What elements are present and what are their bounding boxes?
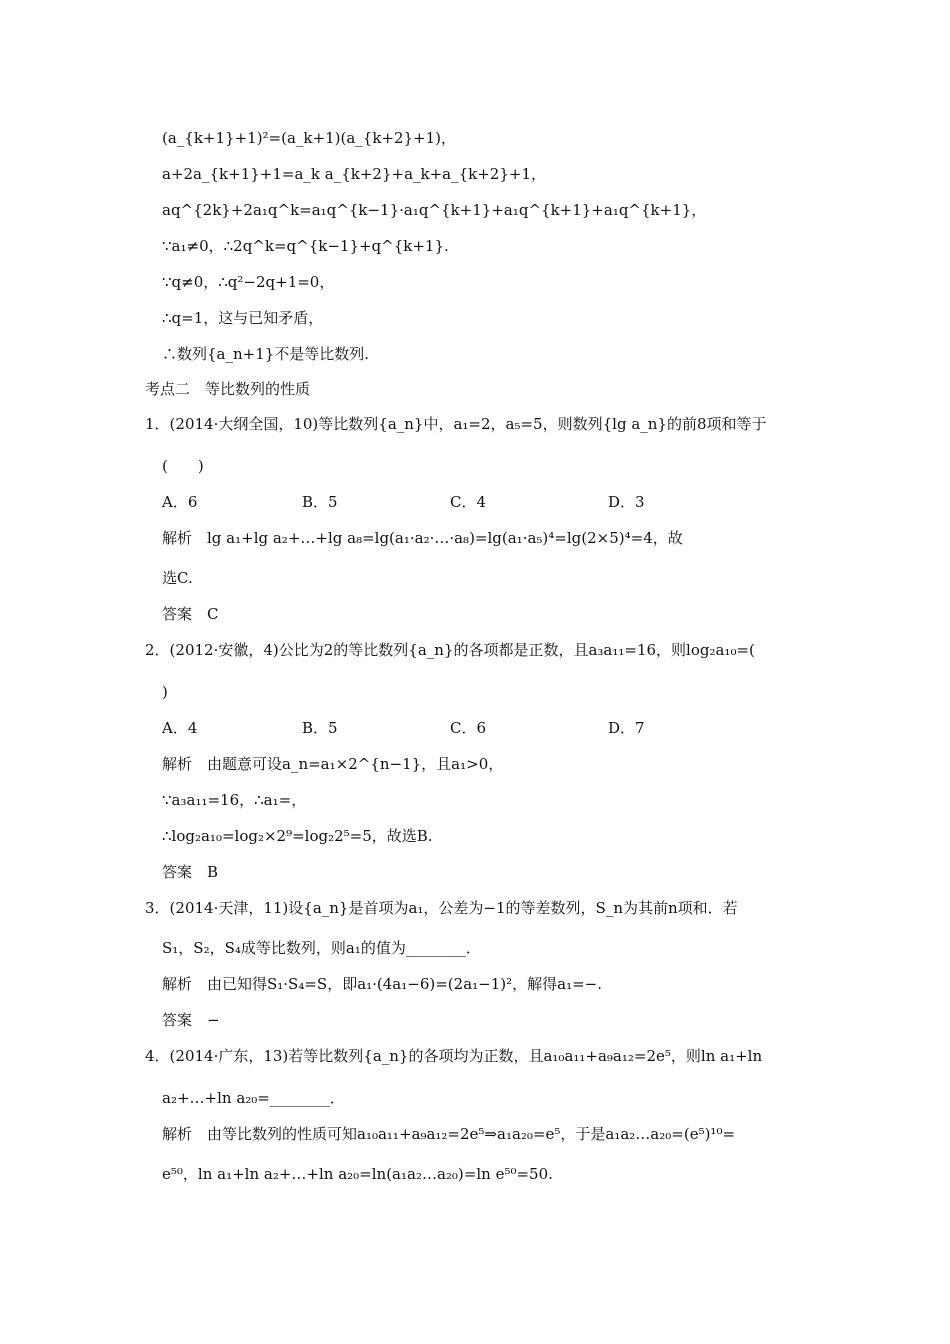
proof-line-3: aq^{2k}+2a₁q^k=a₁q^{k−1}·a₁q^{k+1}+a₁q^{k+1}+a₁q^{k+1}， — [162, 201, 707, 219]
proof-line-2: a+2a_{k+1}+1=a_k a_{k+2}+a_k+a_{k+2}+1， — [162, 165, 547, 183]
q2-stem: 2．(2012·安徽，4)公比为2的等比数列{a_n}的各项都是正数，且a₃a₁₁=16，则log₂a₁₀=( — [145, 641, 755, 659]
q1-option-d: D．3 — [608, 493, 645, 511]
proof-line-4: ∵a₁≠0，∴2q^k=q^{k−1}+q^{k+1}. — [162, 237, 449, 255]
q1-option-c: C．4 — [450, 493, 487, 511]
q4-analysis-cont: e⁵⁰，ln a₁+ln a₂+…+ln a₂₀=ln(a₁a₂…a₂₀)=ln e⁵⁰=50. — [162, 1165, 553, 1183]
q1-options — [162, 492, 662, 512]
q2-analysis-1: 解析 由题意可设a_n=a₁×2^{n−1}，且a₁>0， — [162, 755, 504, 773]
proof-line-5: ∵q≠0，∴q²−2q+1=0， — [162, 273, 335, 291]
q4-stem: 4．(2014·广东，13)若等比数列{a_n}的各项均为正数，且a₁₀a₁₁+a₉a₁₂=2e⁵，则ln a₁+ln — [145, 1047, 763, 1065]
q3-stem-cont: S₁，S₂，S₄成等比数列，则a₁的值为________． — [162, 939, 481, 957]
q2-option-b: B．5 — [302, 719, 338, 737]
q1-analysis: 解析 lg a₁+lg a₂+…+lg a₈=lg(a₁·a₂·…·a₈)=lg(a₁·a₅)⁴=lg(2×5)⁴=4，故 — [162, 529, 683, 547]
q1-analysis-cont: 选C. — [162, 569, 193, 587]
q1-stem: 1．(2014·大纲全国，10)等比数列{a_n}中，a₁=2，a₅=5，则数列{lg a_n}的前8项和等于 — [145, 415, 767, 433]
q3-stem: 3．(2014·天津，11)设{a_n}是首项为a₁，公差为−1的等差数列，S_n为其前n项和．若 — [145, 899, 738, 917]
q1-stem-cont: ( ) — [162, 457, 204, 475]
q1-answer: 答案 C — [162, 605, 219, 623]
q1-option-a: A．6 — [162, 493, 198, 511]
q2-answer: 答案 B — [162, 863, 219, 881]
proof-line-7: ∴数列{a_n+1}不是等比数列. — [162, 345, 370, 363]
q4-stem-cont: a₂+…+ln a₂₀=________． — [162, 1089, 345, 1107]
q3-answer: 答案 − — [162, 1011, 220, 1029]
q4-analysis: 解析 由等比数列的性质可知a₁₀a₁₁+a₉a₁₂=2e⁵⇒a₁a₂₀=e⁵，于是a₁a₂…a₂₀=(e⁵)¹⁰= — [162, 1125, 736, 1143]
q3-analysis: 解析 由已知得S₁·S₄=S，即a₁·(4a₁−6)=(2a₁−1)²，解得a₁=−. — [162, 975, 602, 993]
q2-option-d: D．7 — [608, 719, 645, 737]
q2-option-a: A．4 — [162, 719, 198, 737]
q2-stem-cont: ) — [162, 683, 168, 701]
q2-options — [162, 718, 662, 738]
q1-option-b: B．5 — [302, 493, 338, 511]
q2-analysis-3: ∴log₂a₁₀=log₂×2⁹=log₂2⁵=5，故选B. — [162, 827, 433, 845]
proof-line-6: ∴q=1，这与已知矛盾， — [162, 309, 324, 327]
proof-line-1: (a_{k+1}+1)²=(a_k+1)(a_{k+2}+1)， — [162, 129, 457, 147]
q2-option-c: C．6 — [450, 719, 487, 737]
section-title: 考点二 等比数列的性质 — [145, 380, 311, 398]
q2-analysis-2: ∵a₃a₁₁=16，∴a₁=， — [162, 791, 307, 809]
